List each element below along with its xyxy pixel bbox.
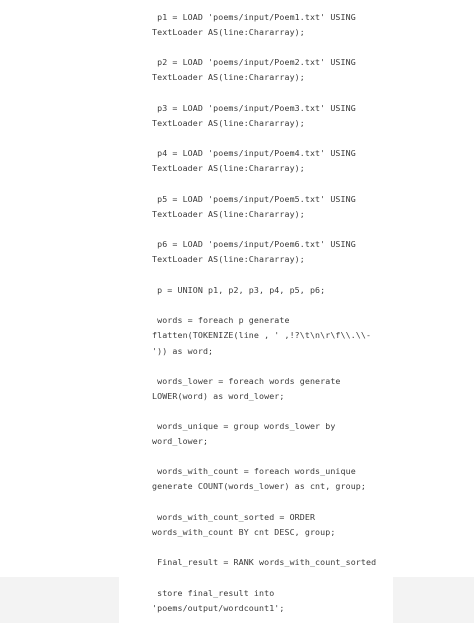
code-line: Final_result = RANK words_with_count_sorted (152, 557, 377, 567)
code-line: generate COUNT(words_lower) as cnt, group; (152, 481, 366, 491)
code-line: p = UNION p1, p2, p3, p4, p5, p6; (152, 285, 326, 295)
code-line: TextLoader AS(line:Chararray); (152, 163, 305, 173)
code-line: TextLoader AS(line:Chararray); (152, 254, 305, 264)
code-line: TextLoader AS(line:Chararray); (152, 27, 305, 37)
code-line: p5 = LOAD 'poems/input/Poem5.txt' USING (152, 194, 356, 204)
code-line: words_with_count BY cnt DESC, group; (152, 527, 336, 537)
code-line: 'poems/output/wordcount1'; (152, 603, 285, 613)
code-line: flatten(TOKENIZE(line , ' ,!?\t\n\r\f\\.\\- (152, 330, 372, 340)
code-line: TextLoader AS(line:Chararray); (152, 72, 305, 82)
code-line: p2 = LOAD 'poems/input/Poem2.txt' USING (152, 57, 356, 67)
code-line: p1 = LOAD 'poems/input/Poem1.txt' USING (152, 12, 356, 22)
code-line: TextLoader AS(line:Chararray); (152, 209, 305, 219)
code-line: word_lower; (152, 436, 209, 446)
code-line: words_with_count = foreach words_unique (152, 466, 356, 476)
code-line: LOWER(word) as word_lower; (152, 391, 285, 401)
code-line: p4 = LOAD 'poems/input/Poem4.txt' USING (152, 148, 356, 158)
code-line: p3 = LOAD 'poems/input/Poem3.txt' USING (152, 103, 356, 113)
code-line: ')) as word; (152, 346, 214, 356)
code-line: p6 = LOAD 'poems/input/Poem6.txt' USING (152, 239, 356, 249)
code-line: words = foreach p generate (152, 315, 290, 325)
code-line: words_with_count_sorted = ORDER (152, 512, 316, 522)
code-line: words_lower = foreach words generate (152, 376, 341, 386)
code-line: words_unique = group words_lower by (152, 421, 336, 431)
code-line: store final_result into (152, 588, 275, 598)
code-line: TextLoader AS(line:Chararray); (152, 118, 305, 128)
